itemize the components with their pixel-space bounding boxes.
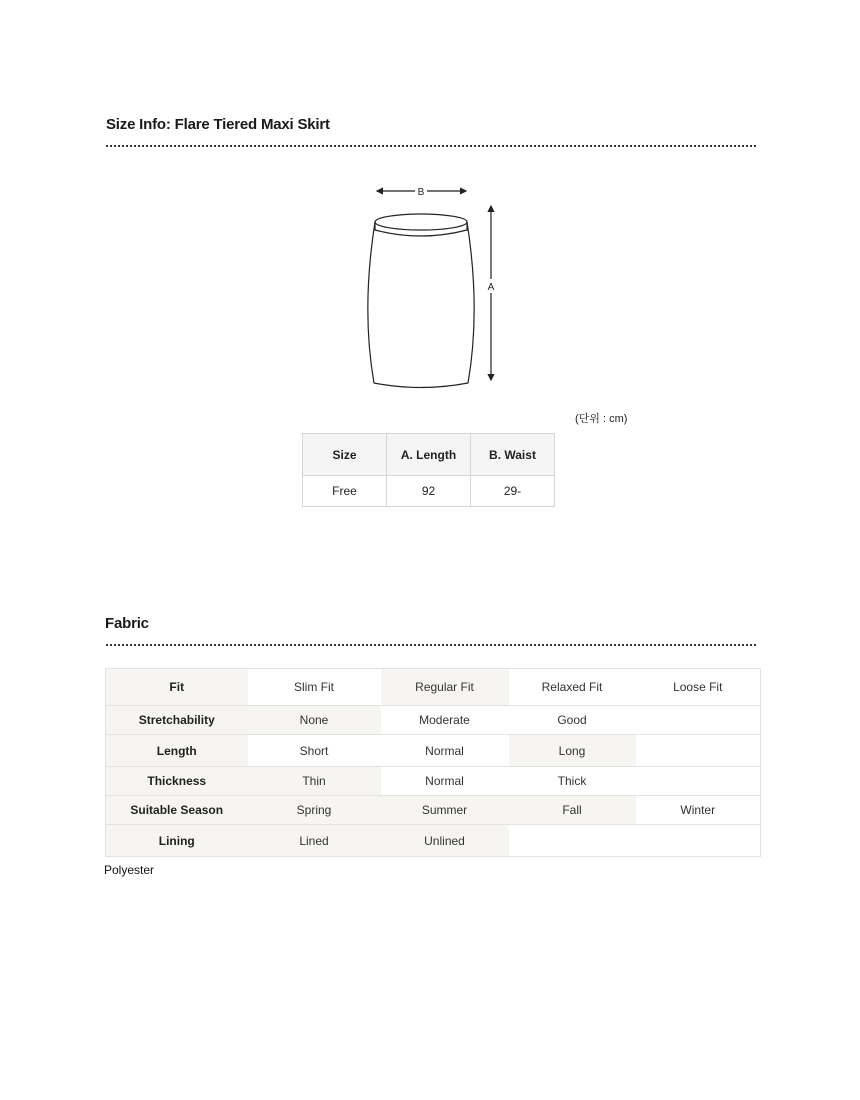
fabric-option: Moderate bbox=[381, 706, 509, 735]
fabric-option: Regular Fit bbox=[381, 669, 509, 706]
fabric-option: Short bbox=[248, 735, 381, 767]
fabric-row-label: Length bbox=[106, 735, 248, 767]
skirt-diagram bbox=[360, 180, 510, 390]
label-a: A bbox=[487, 282, 495, 293]
fabric-option: Summer bbox=[381, 796, 509, 825]
label-b: B bbox=[417, 187, 425, 198]
fabric-table bbox=[105, 668, 761, 857]
fabric-option bbox=[636, 767, 761, 796]
fabric-option: Spring bbox=[248, 796, 381, 825]
fabric-row-suitable-season bbox=[106, 796, 761, 825]
fabric-row-lining bbox=[106, 825, 761, 857]
fabric-option: Unlined bbox=[381, 825, 509, 857]
size-info-title: Size Info: Flare Tiered Maxi Skirt bbox=[106, 116, 330, 133]
fabric-option bbox=[636, 825, 761, 857]
length-header: A. Length bbox=[387, 434, 471, 476]
size-table-header-row bbox=[303, 434, 555, 476]
fabric-row-thickness bbox=[106, 767, 761, 796]
fabric-option bbox=[509, 825, 636, 857]
fabric-row-label: Suitable Season bbox=[106, 796, 248, 825]
waist-header: B. Waist bbox=[471, 434, 555, 476]
size-value: Free bbox=[303, 476, 387, 507]
fabric-row-label: Fit bbox=[106, 669, 248, 706]
fabric-option: Thin bbox=[248, 767, 381, 796]
fabric-option: Fall bbox=[509, 796, 636, 825]
fabric-option: Slim Fit bbox=[248, 669, 381, 706]
fabric-option: None bbox=[248, 706, 381, 735]
fabric-row-label: Thickness bbox=[106, 767, 248, 796]
fabric-row-stretchability bbox=[106, 706, 761, 735]
fabric-row-length bbox=[106, 735, 761, 767]
fabric-option: Loose Fit bbox=[636, 669, 761, 706]
size-info-divider bbox=[106, 145, 756, 147]
fabric-option: Winter bbox=[636, 796, 761, 825]
fabric-divider bbox=[106, 644, 756, 646]
fabric-option: Thick bbox=[509, 767, 636, 796]
fabric-row-fit bbox=[106, 669, 761, 706]
fabric-row-label: Lining bbox=[106, 825, 248, 857]
fabric-option bbox=[636, 735, 761, 767]
table-row bbox=[303, 476, 555, 507]
fabric-option: Long bbox=[509, 735, 636, 767]
fabric-option: Lined bbox=[248, 825, 381, 857]
fabric-option: Normal bbox=[381, 767, 509, 796]
size-table bbox=[302, 433, 555, 507]
fabric-option: Relaxed Fit bbox=[509, 669, 636, 706]
fabric-title: Fabric bbox=[105, 615, 149, 632]
fabric-row-label: Stretchability bbox=[106, 706, 248, 735]
fabric-option bbox=[636, 706, 761, 735]
size-header: Size bbox=[303, 434, 387, 476]
skirt-outline bbox=[368, 214, 474, 388]
waist-value: 29- bbox=[471, 476, 555, 507]
unit-note: (단위 : cm) bbox=[575, 413, 628, 425]
fabric-option: Normal bbox=[381, 735, 509, 767]
fabric-material: Polyester bbox=[104, 863, 155, 877]
length-value: 92 bbox=[387, 476, 471, 507]
fabric-option: Good bbox=[509, 706, 636, 735]
